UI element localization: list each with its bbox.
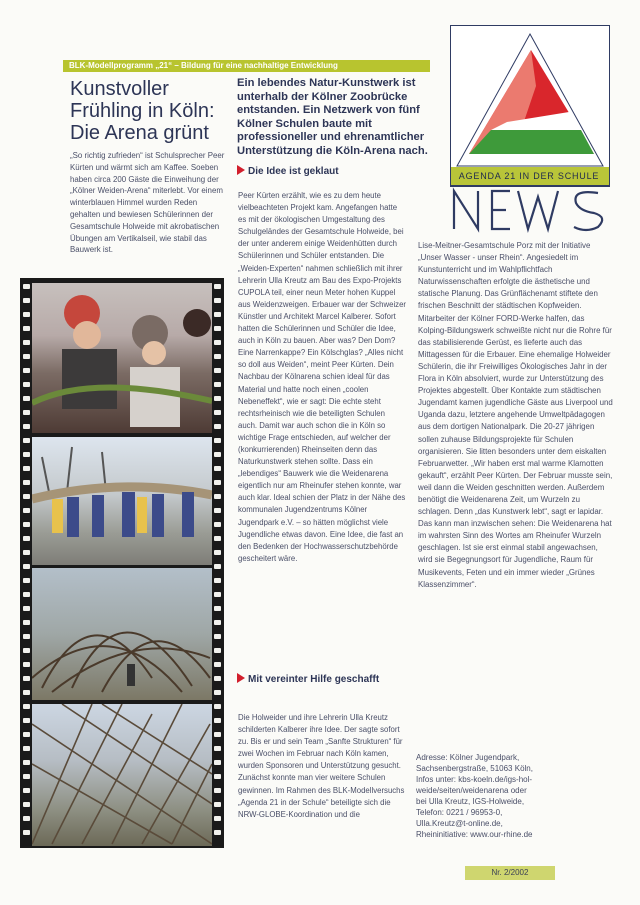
film-sprocket-hole bbox=[214, 410, 221, 415]
issue-number: Nr. 2/2002 bbox=[465, 866, 555, 880]
film-sprocket-hole bbox=[23, 382, 30, 387]
film-sprocket-hole bbox=[23, 578, 30, 583]
film-sprocket-hole bbox=[23, 774, 30, 779]
film-sprocket-hole bbox=[23, 732, 30, 737]
film-sprocket-hole bbox=[23, 592, 30, 597]
triangle-logo-icon bbox=[451, 26, 609, 186]
film-sprocket-hole bbox=[214, 396, 221, 401]
film-sprocket-hole bbox=[23, 634, 30, 639]
film-sprocket-hole bbox=[214, 704, 221, 709]
photo-children-building bbox=[32, 283, 212, 433]
film-sprocket-hole bbox=[214, 368, 221, 373]
film-sprocket-hole bbox=[214, 760, 221, 765]
film-sprocket-hole bbox=[214, 438, 221, 443]
address-line: Ulla.Kreutz@t-online.de, bbox=[416, 819, 503, 828]
address-line: Infos unter: kbs-koeln.de/igs-hol- bbox=[416, 775, 533, 784]
photo-willow-arena bbox=[32, 568, 212, 700]
address-block bbox=[416, 752, 616, 840]
film-sprocket-hole bbox=[214, 480, 221, 485]
address-line: Sachsenbergstraße, 51063 Köln, bbox=[416, 764, 533, 773]
film-sprocket-hole bbox=[214, 536, 221, 541]
film-sprocket-hole bbox=[23, 340, 30, 345]
film-sprocket-hole bbox=[23, 354, 30, 359]
section2-heading: Mit vereinter Hilfe geschafft bbox=[237, 673, 402, 686]
film-sprocket-hole bbox=[23, 760, 30, 765]
film-sprocket-hole bbox=[214, 494, 221, 499]
film-sprocket-hole bbox=[23, 620, 30, 625]
film-sprocket-hole bbox=[23, 522, 30, 527]
film-sprocket-hole bbox=[214, 816, 221, 821]
film-sprocket-hole bbox=[214, 718, 221, 723]
film-sprocket-hole bbox=[23, 606, 30, 611]
film-sprocket-hole bbox=[23, 452, 30, 457]
film-sprocket-hole bbox=[214, 746, 221, 751]
film-sprocket-hole bbox=[23, 830, 30, 835]
film-sprocket-hole bbox=[214, 340, 221, 345]
film-sprocket-hole bbox=[23, 284, 30, 289]
film-sprocket-hole bbox=[214, 284, 221, 289]
film-sprocket-hole bbox=[214, 634, 221, 639]
film-sprocket-hole bbox=[214, 648, 221, 653]
film-sprocket-hole bbox=[214, 592, 221, 597]
film-sprocket-hole bbox=[23, 536, 30, 541]
film-sprocket-hole bbox=[23, 368, 30, 373]
film-sprocket-hole bbox=[214, 354, 221, 359]
weaving-illustration-icon bbox=[32, 704, 212, 846]
film-sprocket-hole bbox=[214, 830, 221, 835]
film-sprocket-hole bbox=[23, 564, 30, 569]
section2-body: Die Holweider und ihre Lehrerin Ulla Kreutz schilderten Kalberer ihre Idee. Der sagte sofort zu. Bis er und sein Team „Sanfte Strukturen“ für zwei Wochen im Februar nach Köln kamen, wurden Sponsoren und Unterstützung gesucht. Zunächst konnte man vier weitere Schulen gewinnen. Im Rahmen des BLK-Modellversuchs „Agenda 21 in der Schule“ beteiligte sich die NRW-GLOBE-Koordination und die bbox=[238, 713, 405, 819]
film-sprocket-hole bbox=[23, 816, 30, 821]
film-sprocket-hole bbox=[23, 438, 30, 443]
film-sprocket-hole bbox=[214, 312, 221, 317]
film-sprocket-hole bbox=[23, 718, 30, 723]
arrow-right-icon bbox=[237, 673, 245, 683]
headline-line-2: Frühling in Köln: bbox=[70, 100, 215, 122]
film-sprocket-hole bbox=[214, 788, 221, 793]
film-sprocket-hole bbox=[23, 298, 30, 303]
film-sprocket-hole bbox=[214, 620, 221, 625]
film-sprocket-hole bbox=[23, 550, 30, 555]
film-sprocket-hole bbox=[23, 704, 30, 709]
film-sprocket-hole bbox=[214, 732, 221, 737]
photo-willow-weaving bbox=[32, 704, 212, 846]
address-line: Telefon: 0221 / 96953-0, bbox=[416, 808, 503, 817]
film-sprocket-hole bbox=[23, 424, 30, 429]
address-line: bei Ulla Kreutz, IGS-Holweide, bbox=[416, 797, 525, 806]
address-line: weide/seiten/weidenarena oder bbox=[416, 786, 527, 795]
film-sprocket-hole bbox=[23, 746, 30, 751]
section1-heading: Die Idee ist geklaut bbox=[237, 165, 417, 178]
film-sprocket-hole bbox=[214, 690, 221, 695]
program-banner: BLK-Modellprogramm „21“ – Bildung für eine nachhaltige Entwicklung bbox=[63, 60, 430, 72]
film-sprocket-hole bbox=[214, 382, 221, 387]
children-illustration-icon bbox=[32, 283, 212, 433]
agenda21-logo bbox=[450, 25, 610, 187]
arrow-right-icon bbox=[237, 165, 245, 175]
film-sprocket-hole bbox=[214, 578, 221, 583]
film-sprocket-hole bbox=[214, 326, 221, 331]
photo-group-carrying-willow bbox=[32, 437, 212, 565]
intro-paragraph: „So richtig zufrieden“ ist Schulsprecher Peer Kürten und wärmt sich am Kaffee. Soeben haben circa 200 Gäste die Einweihung der „Kölner Weiden-Arena“ miterlebt. Vor einem winterblauen Himmel wurden Reden gehalten und bewiesen Schülerinnen der Gesamtschule Holweide mit akrobatischen Übungen am Vertikalseil, wie stabil das Bauwerk ist. bbox=[70, 151, 225, 255]
film-sprocket-hole bbox=[214, 522, 221, 527]
film-sprocket-hole bbox=[23, 508, 30, 513]
film-sprocket-hole bbox=[23, 326, 30, 331]
film-sprocket-hole bbox=[214, 550, 221, 555]
headline-line-3: Die Arena grünt bbox=[70, 122, 209, 144]
film-sprocket-hole bbox=[214, 662, 221, 667]
film-sprocket-hole bbox=[23, 676, 30, 681]
film-sprocket-hole bbox=[23, 410, 30, 415]
film-sprocket-hole bbox=[23, 690, 30, 695]
arena-illustration-icon bbox=[32, 568, 212, 700]
film-sprocket-hole bbox=[23, 466, 30, 471]
column3-body: Lise-Meitner-Gesamtschule Porz mit der Initiative „Unser Wasser - unser Rhein“. Angesiedelt im Kunstunterricht und im Wahlpflichtfach Naturwissenschaften erfolgte die ästhetische und statische Planung. Das Grünflächenamt stiftete den frischen Beschnitt der städtischen Kopfweiden. Mitarbeiter der Kölner FORD-Werke halfen, das Kolping-Bildungswerk schweißte nicht nur die Rohre für das stabilisierende Gerüst, es lieferte auch das Mittagessen für die Erbauer. Eine ehemalige Holweider Schülerin, die ihr Freiwilliges Ökologisches Jahr in der Flora in Köln absolviert, wurde zur Unterstützung des Projektes abgestellt. Über Kontakte zum städtischen Jugendamt kamen jugendliche Gäste aus Liverpool und Uganda dazu, letztere angehende Umweltpädagogen aus dem dortigen Nationalpark. Die 20-27 jährigen sollen zuhause Bildungsprojekte für Schulen organisieren. Sie litten besonders unter dem eiskalten Februarwetter. „Wir haben erst mal warme Klamotten gekauft“, erzählt Peer Kürten. Der Februar musste sein, weil dann die Weiden geschnitten werden. Außerdem benötigt die Weidenarena Zeit, um Wurzeln zu schlagen. Denn „das Kunstwerk lebt“, sagt er lapidar. Das kann man inzwischen sehen: Die Weidenarena hat im wahrsten Sinn des Wortes am Rheinufer Wurzeln geschlagen. Ist sie erst einmal stabil angewachsen, wird sie Begegnungsort für Jugendliche, Raum für Musikevents, Feten und ein immer wieder „Grünes Klassenzimmer“. bbox=[418, 241, 613, 589]
film-sprocket-hole bbox=[23, 662, 30, 667]
lead-paragraph: Ein lebendes Natur-Kunstwerk ist unterhalb der Kölner Zoobrücke entstanden. Ein Netzwerk von fünf Kölner Schulen baute mit professioneller und ehrenamtlicher Unterstützung die Köln-Arena nach. bbox=[237, 77, 428, 157]
address-line: Rheininitiative: www.our-rhine.de bbox=[416, 830, 533, 839]
headline-line-1: Kunstvoller bbox=[70, 78, 169, 100]
film-sprocket-hole bbox=[214, 424, 221, 429]
address-line: Adresse: Kölner Jugendpark, bbox=[416, 753, 520, 762]
film-sprocket-hole bbox=[23, 494, 30, 499]
news-wordmark bbox=[448, 185, 618, 235]
film-sprocket-hole bbox=[214, 774, 221, 779]
film-sprocket-hole bbox=[214, 466, 221, 471]
film-sprocket-hole bbox=[23, 312, 30, 317]
film-sprocket-hole bbox=[23, 648, 30, 653]
film-sprocket-hole bbox=[214, 508, 221, 513]
film-sprocket-hole bbox=[23, 480, 30, 485]
agenda-label: AGENDA 21 IN DER SCHULE bbox=[458, 171, 600, 181]
film-sprocket-hole bbox=[214, 606, 221, 611]
film-sprocket-hole bbox=[23, 396, 30, 401]
film-sprocket-hole bbox=[214, 298, 221, 303]
film-sprocket-hole bbox=[23, 788, 30, 793]
film-sprocket-hole bbox=[214, 564, 221, 569]
group-illustration-icon bbox=[32, 437, 212, 565]
film-sprocket-hole bbox=[23, 802, 30, 807]
headline bbox=[70, 78, 235, 144]
section1-body: Peer Kürten erzählt, wie es zu dem heute vielbeachteten Projekt kam. Angefangen hatte es mit der ökologischen Umgestaltung des Schulgeländes der Gesamtschule Holweide, bei der unter anderem einige Weidenhütten durch Schülerinnen und Schüler entstanden. Die „Weiden-Experten“ nahmen schließlich mit ihrer Lehrerin Ulla Kreutz am Bau des Expo-Projekts CUPOLA teil, einer neun Meter hohen Kuppel aus Weidenzweigen. Erbauer war der Schweizer Künstler und Architekt Marcel Kalberer. Sofort hatten die Schülerinnen und Schüler die Idee, auch in Köln zu bauen. Aber was? Den Dom? Eine Narrenkappe? Ein Kölschglas? „Alles nicht so doll aus Weiden“, meint Peer Kürten. Dein Nachbau der Kölnarena schien ideal für das Material und hatte noch einen „coolen Nebeneffekt“, wie er sagt: Die echte steht rechtsrheinisch wie die beteiligten Schulen auch. Damit war auch schon die in Köln so wichtige Frage entschieden, auf welcher der (konkurrierenden) Rheinseiten denn das Naturkunstwerk stehen sollte. Dass ein „lebendiges“ Bauwerk wie die Weidenarena eigentlich nur am Rheinufer stehen konnte, war auch klar. Ideal schien der Platz in der Nähe des kommunalen Jugendzentrums Kölner Jugendpark e.V. – so hätten möglichst viele Jugendliche etwas davon. Eine Idee, die fast an den Bedenken der Hochwasserschutzbehörde gescheitert wäre. bbox=[238, 191, 407, 563]
film-sprocket-hole bbox=[214, 676, 221, 681]
film-sprocket-hole bbox=[214, 802, 221, 807]
film-sprocket-hole bbox=[214, 452, 221, 457]
